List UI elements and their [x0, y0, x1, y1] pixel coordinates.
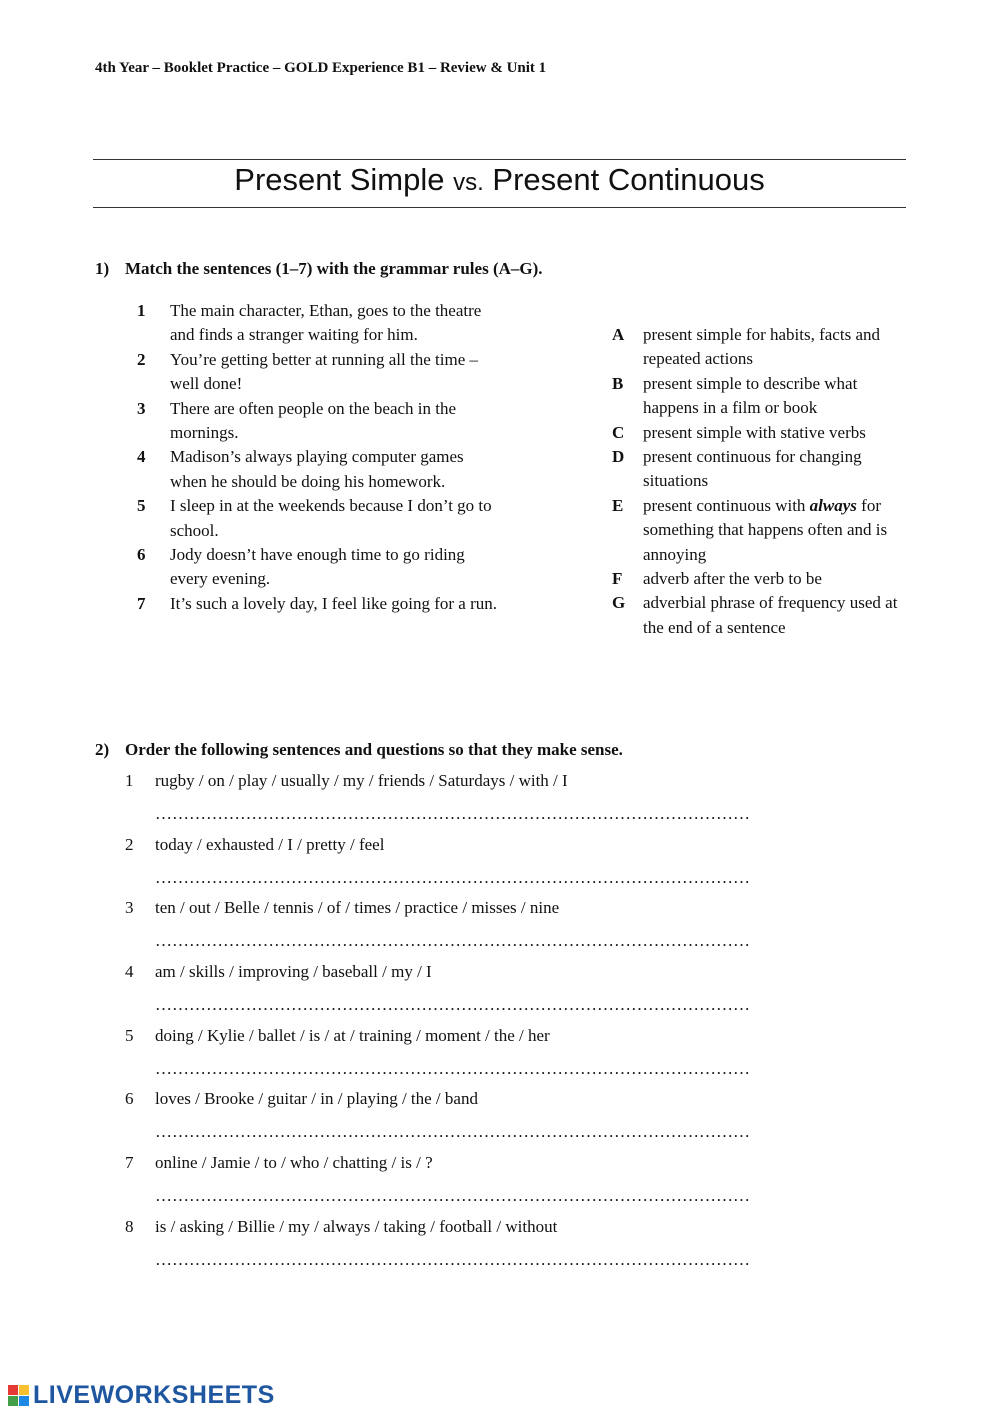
- rule-letter: C: [612, 422, 625, 442]
- answer-line[interactable]: ……………………………………………………………………………………………: [155, 1122, 750, 1142]
- rule-letter: G: [612, 593, 626, 613]
- order-item-number: 2: [125, 834, 134, 854]
- order-item: [125, 1087, 785, 1151]
- rule-letter: A: [612, 325, 625, 344]
- sentence-number: 4: [137, 447, 146, 467]
- page-title: [93, 162, 906, 198]
- rule-text-post: for something that happens often and is annoying: [643, 495, 888, 564]
- logo-text: LIVEWORKSHEETS: [33, 1381, 275, 1409]
- order-item: [125, 1215, 785, 1279]
- order-item: [125, 1024, 785, 1088]
- exercise-1-heading: [95, 259, 543, 279]
- exercise-1-number: 1): [95, 259, 110, 278]
- logo-square-red: [8, 1385, 18, 1395]
- order-item: [125, 960, 785, 1024]
- sentence-number: 2: [137, 349, 146, 369]
- rule-text: present simple to describe what happens in a film or book: [643, 373, 858, 418]
- exercise-2-instruction: Order the following sentences and questions so that they make sense.: [125, 740, 623, 759]
- title-part-1: Present Simple: [234, 162, 454, 197]
- sentence-item: [137, 494, 497, 543]
- sentence-number: 6: [137, 545, 146, 565]
- order-item-number: 5: [125, 1025, 134, 1045]
- order-item-number: 6: [125, 1089, 134, 1109]
- order-item-words: am / skills / improving / baseball / my / I: [155, 962, 432, 982]
- sentence-number: 5: [137, 496, 146, 516]
- answer-line[interactable]: ……………………………………………………………………………………………: [155, 1186, 750, 1206]
- answer-line[interactable]: ……………………………………………………………………………………………: [155, 867, 750, 887]
- order-item-words: doing / Kylie / ballet / is / at / training / moment / the / her: [155, 1025, 550, 1045]
- logo-square-yellow: [19, 1385, 29, 1395]
- order-item-words: online / Jamie / to / who / chatting / is / ?: [155, 1153, 433, 1173]
- sentence-item: [137, 348, 497, 397]
- rule-letter: E: [612, 495, 624, 515]
- worksheet-header: 4th Year – Booklet Practice – GOLD Experience B1 – Review & Unit 1: [95, 60, 547, 76]
- rule-text: present simple with stative verbs: [643, 422, 866, 442]
- rule-item: [612, 372, 902, 421]
- sentence-item: [137, 397, 497, 446]
- order-item-number: 4: [125, 962, 134, 982]
- rule-text: [643, 494, 902, 567]
- sentence-text: You’re getting better at running all the time – well done!: [170, 349, 478, 394]
- rule-item: [612, 591, 902, 640]
- sentence-list: [137, 299, 497, 616]
- sentence-text: The main character, Ethan, goes to the theatre and finds a stranger waiting for him.: [170, 301, 482, 345]
- logo-square-green: [8, 1396, 18, 1406]
- sentence-number: 7: [137, 593, 146, 613]
- sentence-text: There are often people on the beach in the mornings.: [170, 398, 457, 443]
- sentence-number: 1: [137, 301, 146, 320]
- sentence-item: [137, 543, 497, 592]
- rule-item: [612, 494, 902, 567]
- title-bottom-rule: [93, 207, 906, 208]
- sentence-text: Madison’s always playing computer games when he should be doing his homework.: [170, 447, 464, 491]
- order-item: [125, 896, 785, 960]
- answer-line[interactable]: ……………………………………………………………………………………………: [155, 804, 750, 823]
- exercise-2-heading: [95, 740, 623, 760]
- answer-line[interactable]: ……………………………………………………………………………………………: [155, 1058, 750, 1078]
- rule-letter: F: [612, 569, 623, 589]
- rule-item: [612, 567, 902, 591]
- order-item-words: is / asking / Billie / my / always / taking / football / without: [155, 1216, 558, 1236]
- order-item-words: loves / Brooke / guitar / in / playing / the / band: [155, 1089, 478, 1109]
- sentence-number: 3: [137, 398, 146, 418]
- order-item-number: 1: [125, 771, 134, 790]
- sentence-text: Jody doesn’t have enough time to go riding every evening.: [170, 545, 465, 589]
- sentence-text: I sleep in at the weekends because I don’t go to school.: [170, 496, 492, 540]
- answer-line[interactable]: ……………………………………………………………………………………………: [155, 1249, 750, 1269]
- sentence-item: [137, 445, 497, 494]
- liveworksheets-logo[interactable]: [8, 1381, 275, 1410]
- logo-square-blue: [19, 1396, 29, 1406]
- title-part-2: Present Continuous: [483, 162, 765, 197]
- sentence-item: [137, 299, 497, 348]
- answer-line[interactable]: ……………………………………………………………………………………………: [155, 995, 750, 1015]
- order-item: [125, 833, 785, 897]
- order-sentence-list: [125, 769, 785, 1279]
- rule-text: present continuous for changing situations: [643, 447, 862, 491]
- rule-text-pre: present continuous with: [643, 495, 810, 515]
- rule-text-emphasis: always: [809, 495, 857, 515]
- order-item-words: rugby / on / play / usually / my / friends / Saturdays / with / I: [155, 771, 568, 790]
- rule-letter: D: [612, 447, 625, 467]
- title-vs: vs.: [453, 169, 484, 196]
- order-item-words: ten / out / Belle / tennis / of / times / practice / misses / nine: [155, 898, 560, 918]
- rule-item: [612, 421, 902, 445]
- sentence-item: [137, 592, 497, 616]
- rule-text: present simple for habits, facts and repeated actions: [643, 325, 880, 369]
- grammar-rule-list: [612, 323, 902, 640]
- order-item-number: 7: [125, 1153, 134, 1173]
- order-item-number: 8: [125, 1216, 134, 1236]
- order-item-number: 3: [125, 898, 134, 918]
- rule-letter: B: [612, 373, 624, 393]
- order-item-words: today / exhausted / I / pretty / feel: [155, 834, 385, 854]
- rule-item: [612, 445, 902, 494]
- rule-item: [612, 323, 902, 372]
- exercise-2-number: 2): [95, 740, 110, 759]
- rule-text: adverb after the verb to be: [643, 569, 822, 589]
- logo-icon: [8, 1385, 29, 1406]
- rule-text: adverbial phrase of frequency used at the end of a sentence: [643, 593, 898, 637]
- exercise-1-instruction: Match the sentences (1–7) with the grammar rules (A–G).: [125, 259, 543, 278]
- sentence-text: It’s such a lovely day, I feel like going for a run.: [170, 593, 497, 613]
- order-item: [125, 769, 785, 833]
- order-item: [125, 1151, 785, 1215]
- answer-line[interactable]: ……………………………………………………………………………………………: [155, 931, 750, 951]
- title-top-rule: [93, 159, 906, 160]
